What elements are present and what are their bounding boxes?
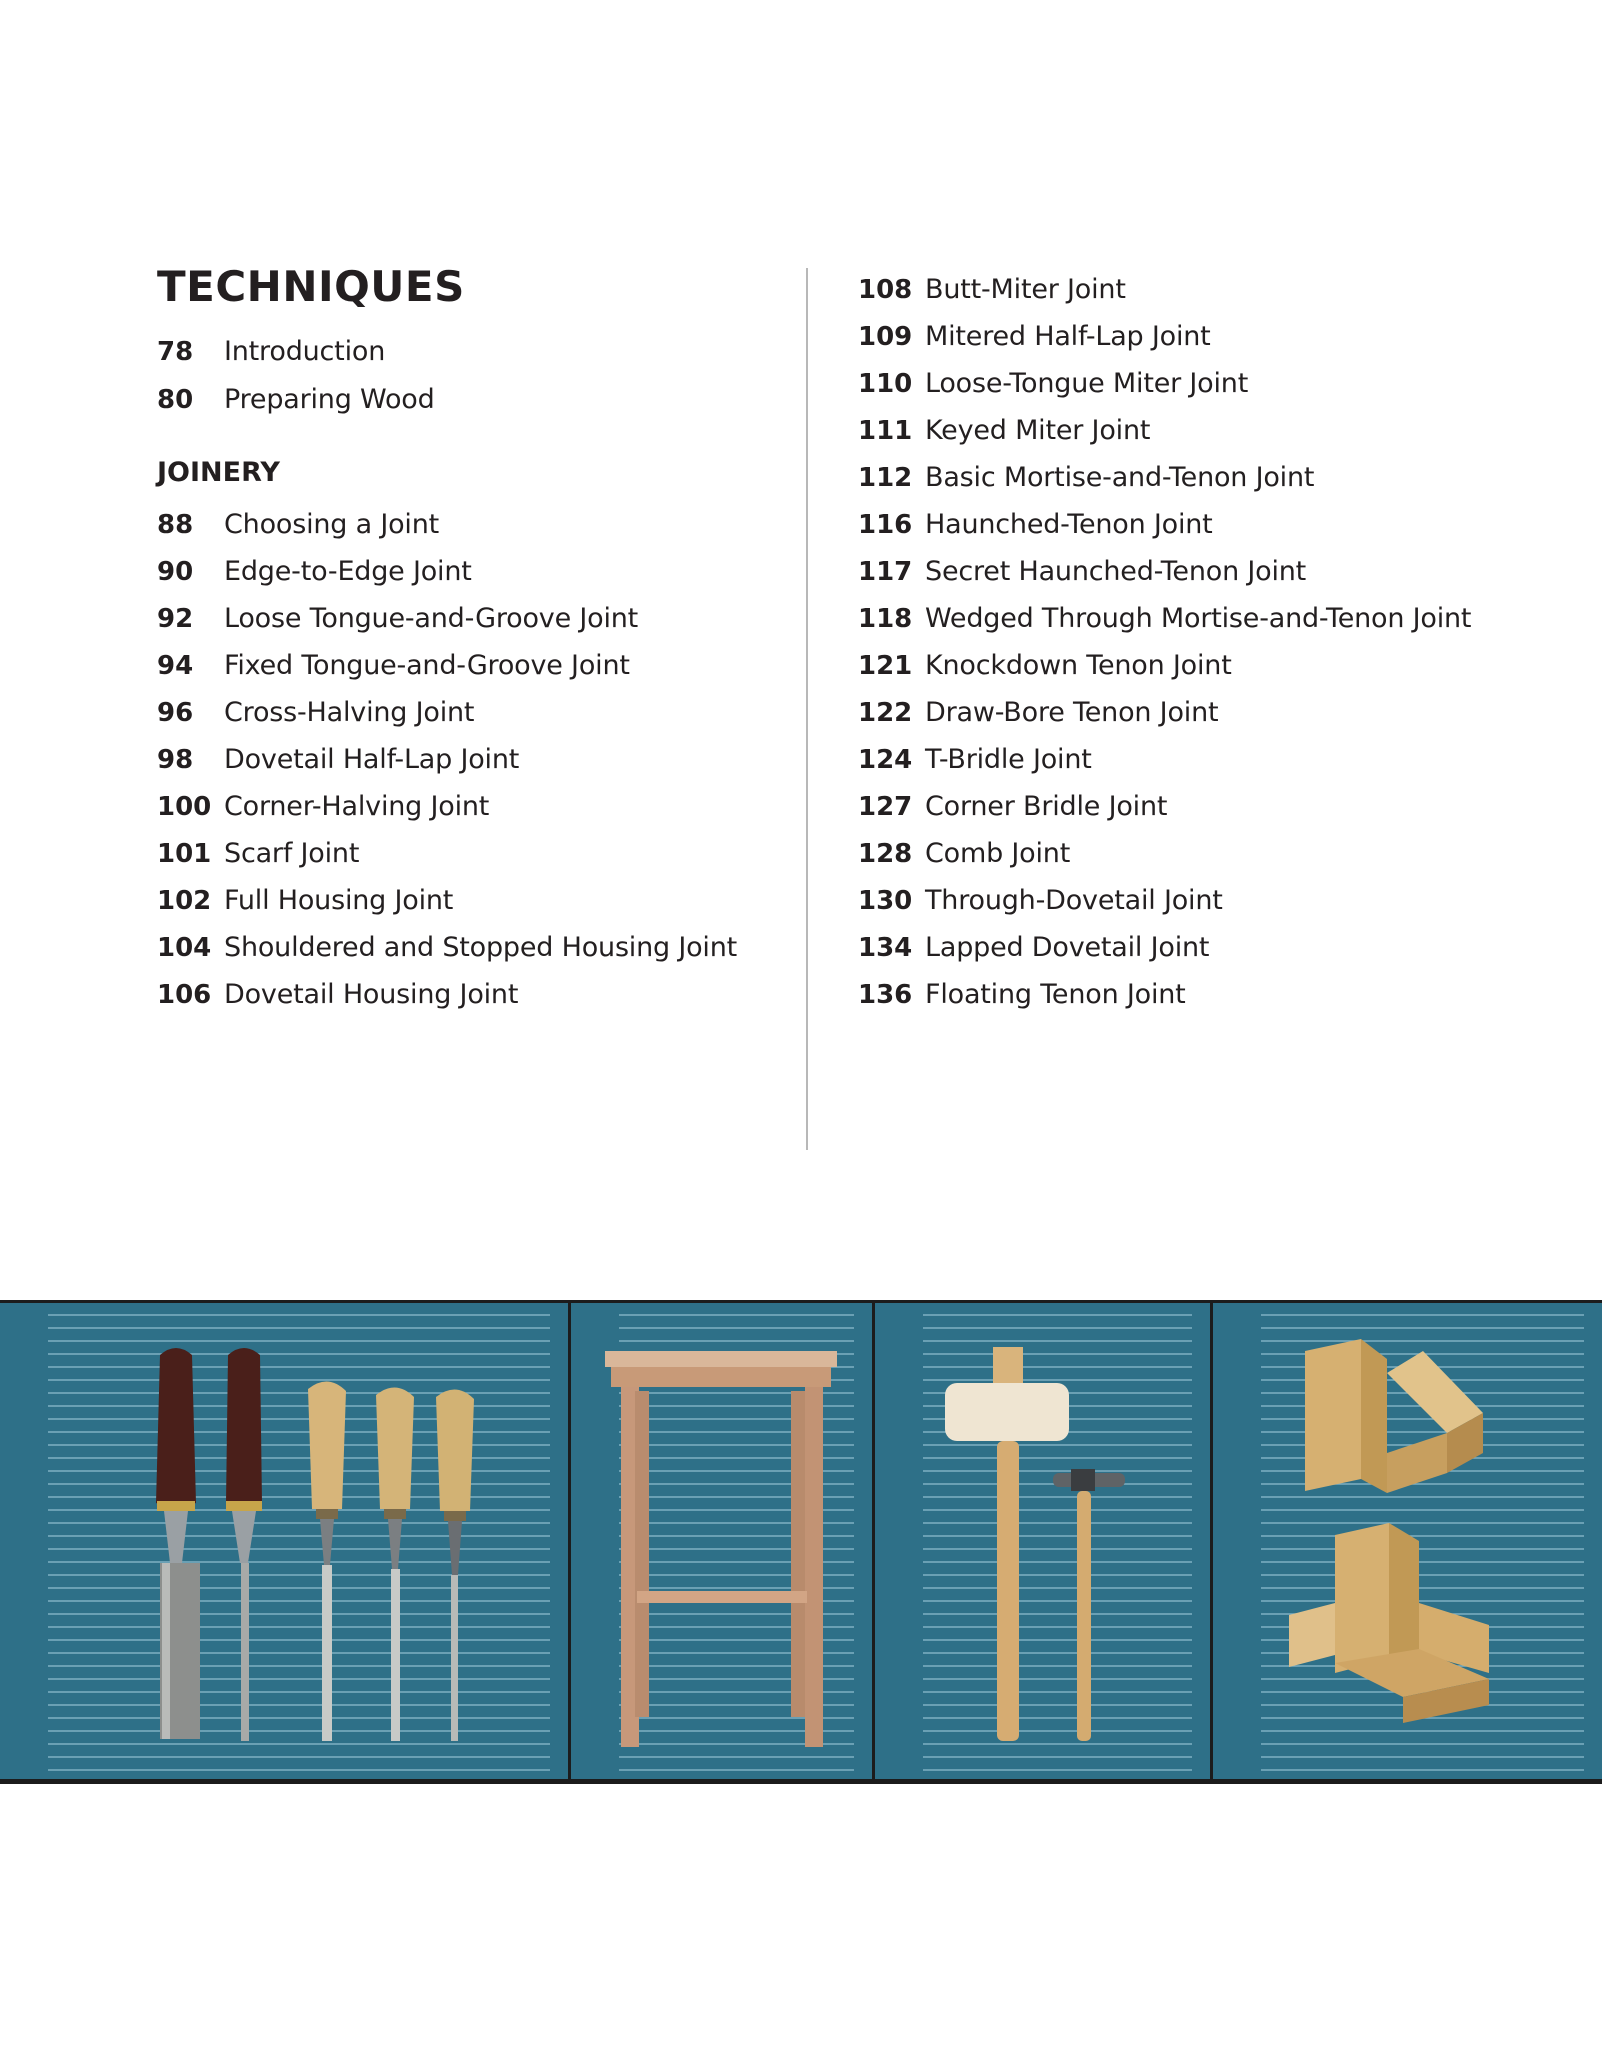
page-number: 117 [858, 557, 913, 587]
entry-title: Loose Tongue-and-Groove Joint [224, 603, 639, 634]
entry-title: Corner Bridle Joint [925, 791, 1168, 822]
entry-title: Keyed Miter Joint [925, 415, 1151, 446]
page-number: 134 [858, 933, 913, 963]
entry-title: Draw-Bore Tenon Joint [925, 697, 1219, 728]
entry-title: Through-Dovetail Joint [925, 885, 1223, 916]
entry-title: Basic Mortise-and-Tenon Joint [925, 462, 1315, 493]
entry-title: Introduction [224, 336, 386, 367]
page-number: 80 [157, 385, 194, 415]
page-number: 118 [858, 604, 913, 634]
mallet-and-hammer-photo [875, 1303, 1210, 1779]
entry-title: Corner-Halving Joint [224, 791, 490, 822]
entry-title: Secret Haunched-Tenon Joint [925, 556, 1307, 587]
page-number: 102 [157, 886, 212, 916]
joinery-heading: JOINERY [157, 457, 280, 488]
page-number: 88 [157, 510, 194, 540]
entry-title: Scarf Joint [224, 838, 360, 869]
page-number: 92 [157, 604, 194, 634]
entry-title: Fixed Tongue-and-Groove Joint [224, 650, 630, 681]
page-number: 100 [157, 792, 212, 822]
entry-title: Haunched-Tenon Joint [925, 509, 1213, 540]
page-number: 90 [157, 557, 194, 587]
page-number: 122 [858, 698, 913, 728]
entry-title: Butt-Miter Joint [925, 274, 1126, 305]
page-number: 101 [157, 839, 212, 869]
entry-title: Wedged Through Mortise-and-Tenon Joint [925, 603, 1472, 634]
entry-title: Edge-to-Edge Joint [224, 556, 472, 587]
entry-title: T-Bridle Joint [925, 744, 1092, 775]
page-number: 96 [157, 698, 194, 728]
page-number: 116 [858, 510, 913, 540]
wood-joints-photo [1213, 1303, 1602, 1779]
entry-title: Loose-Tongue Miter Joint [925, 368, 1249, 399]
page-number: 121 [858, 651, 913, 681]
page-number: 130 [858, 886, 913, 916]
page-number: 127 [858, 792, 913, 822]
entry-title: Full Housing Joint [224, 885, 454, 916]
entry-title: Comb Joint [925, 838, 1071, 869]
entry-title: Shouldered and Stopped Housing Joint [224, 932, 738, 963]
column-divider [806, 268, 808, 1150]
page-number: 106 [157, 980, 212, 1010]
entry-title: Dovetail Housing Joint [224, 979, 519, 1010]
entry-title: Cross-Halving Joint [224, 697, 475, 728]
page-number: 112 [858, 463, 913, 493]
page-number: 136 [858, 980, 913, 1010]
entry-title: Dovetail Half-Lap Joint [224, 744, 520, 775]
entry-title: Mitered Half-Lap Joint [925, 321, 1211, 352]
page-number: 124 [858, 745, 913, 775]
page-number: 109 [858, 322, 913, 352]
page-number: 111 [858, 416, 913, 446]
page-number: 78 [157, 337, 194, 367]
techniques-heading: TECHNIQUES [157, 262, 465, 311]
photo-strip [0, 1300, 1602, 1784]
stool-photo [571, 1303, 872, 1779]
page-number: 128 [858, 839, 913, 869]
entry-title: Floating Tenon Joint [925, 979, 1186, 1010]
chisels-photo [0, 1303, 568, 1779]
entry-title: Choosing a Joint [224, 509, 440, 540]
page-number: 110 [858, 369, 913, 399]
page-number: 104 [157, 933, 212, 963]
entry-title: Lapped Dovetail Joint [925, 932, 1210, 963]
page-number: 94 [157, 651, 194, 681]
entry-title: Preparing Wood [224, 384, 435, 415]
page-number: 98 [157, 745, 194, 775]
page-number: 108 [858, 275, 913, 305]
entry-title: Knockdown Tenon Joint [925, 650, 1232, 681]
